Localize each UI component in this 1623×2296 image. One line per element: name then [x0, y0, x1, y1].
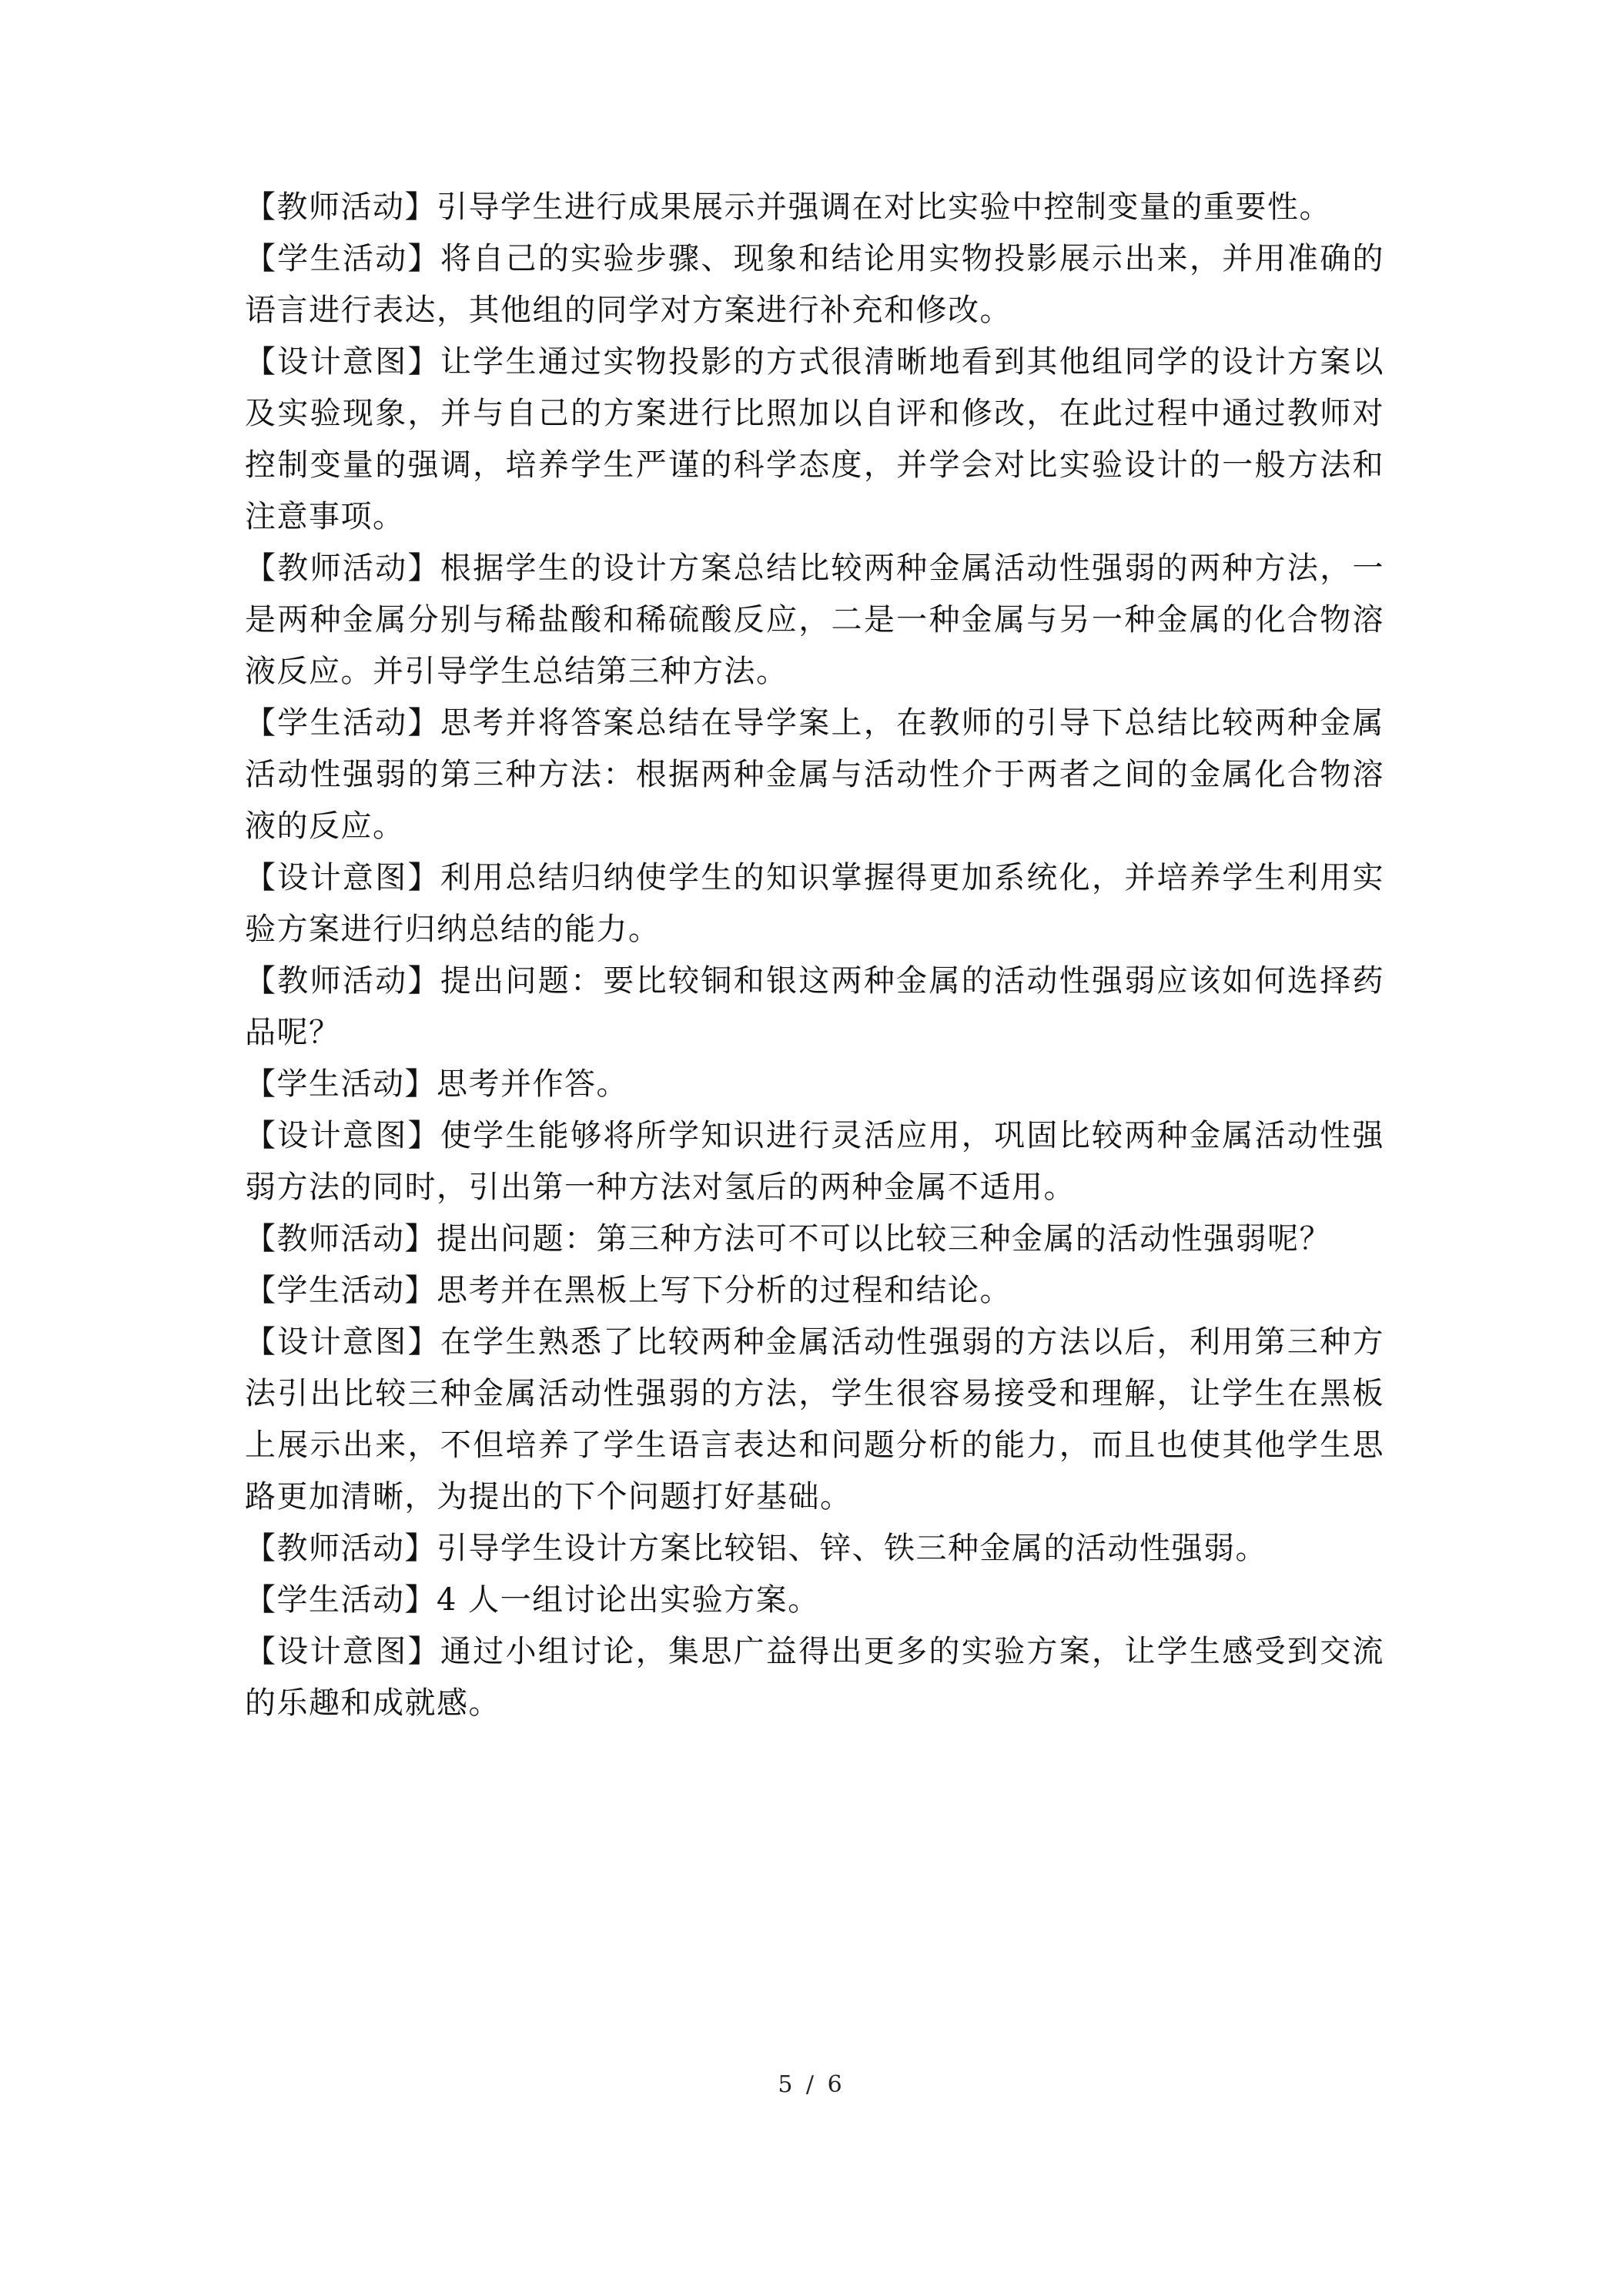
- paragraph-design-intent-4: 【设计意图】在学生熟悉了比较两种金属活动性强弱的方法以后，利用第三种方法引出比较三种金属活动性强弱的方法，学生很容易接受和理解，让学生在黑板上展示出来，不但培养了学生语言表达和问题分析的能力，而且也使其他学生思路更加清晰，为提出的下个问题打好基础。: [245, 1324, 1384, 1514]
- paragraph-design-intent-5: 【设计意图】通过小组讨论，集思广益得出更多的实验方案，让学生感受到交流的乐趣和成就感。: [245, 1634, 1384, 1721]
- paragraph-student-activity-4: 【学生活动】思考并在黑板上写下分析的过程和结论。: [245, 1273, 1012, 1308]
- paragraph-student-activity-2: 【学生活动】思考并将答案总结在导学案上，在教师的引导下总结比较两种金属活动性强弱的第三种方法：根据两种金属与活动性介于两者之间的金属化合物溶液的反应。: [245, 705, 1384, 844]
- paragraph-student-activity-5: 【学生活动】4 人一组讨论出实验方案。: [245, 1582, 820, 1618]
- paragraph-design-intent-2: 【设计意图】利用总结归纳使学生的知识掌握得更加系统化，并培养学生利用实验方案进行归纳总结的能力。: [245, 860, 1384, 947]
- paragraph-teacher-activity-3: 【教师活动】提出问题：要比较铜和银这两种金属的活动性强弱应该如何选择药品呢？: [245, 963, 1384, 1050]
- paragraph-teacher-activity-5: 【教师活动】引导学生设计方案比较铝、锌、铁三种金属的活动性强弱。: [245, 1531, 1267, 1566]
- paragraph-teacher-activity-2: 【教师活动】根据学生的设计方案总结比较两种金属活动性强弱的两种方法，一是两种金属分别与稀盐酸和稀硫酸反应，二是一种金属与另一种金属的化合物溶液反应。并引导学生总结第三种方法。: [245, 551, 1384, 689]
- paragraph-student-activity-1: 【学生活动】将自己的实验步骤、现象和结论用实物投影展示出来，并用准确的语言进行表达，其他组的同学对方案进行补充和修改。: [245, 241, 1384, 328]
- page-number: 5 / 6: [778, 2071, 845, 2098]
- paragraph-design-intent-3: 【设计意图】使学生能够将所学知识进行灵活应用，巩固比较两种金属活动性强弱方法的同时，引出第一种方法对氢后的两种金属不适用。: [245, 1118, 1384, 1205]
- paragraph-teacher-activity-4: 【教师活动】提出问题：第三种方法可不可以比较三种金属的活动性强弱呢？: [245, 1221, 1331, 1257]
- document-body: [245, 182, 1384, 1729]
- paragraph-design-intent-1: 【设计意图】让学生通过实物投影的方式很清晰地看到其他组同学的设计方案以及实验现象，并与自己的方案进行比照加以自评和修改，在此过程中通过教师对控制变量的强调，培养学生严谨的科学态度，并学会对比实验设计的一般方法和注意事项。: [245, 344, 1384, 534]
- paragraph-student-activity-3: 【学生活动】思考并作答。: [245, 1066, 628, 1102]
- paragraph-teacher-activity-1: 【教师活动】引导学生进行成果展示并强调在对比实验中控制变量的重要性。: [245, 189, 1331, 225]
